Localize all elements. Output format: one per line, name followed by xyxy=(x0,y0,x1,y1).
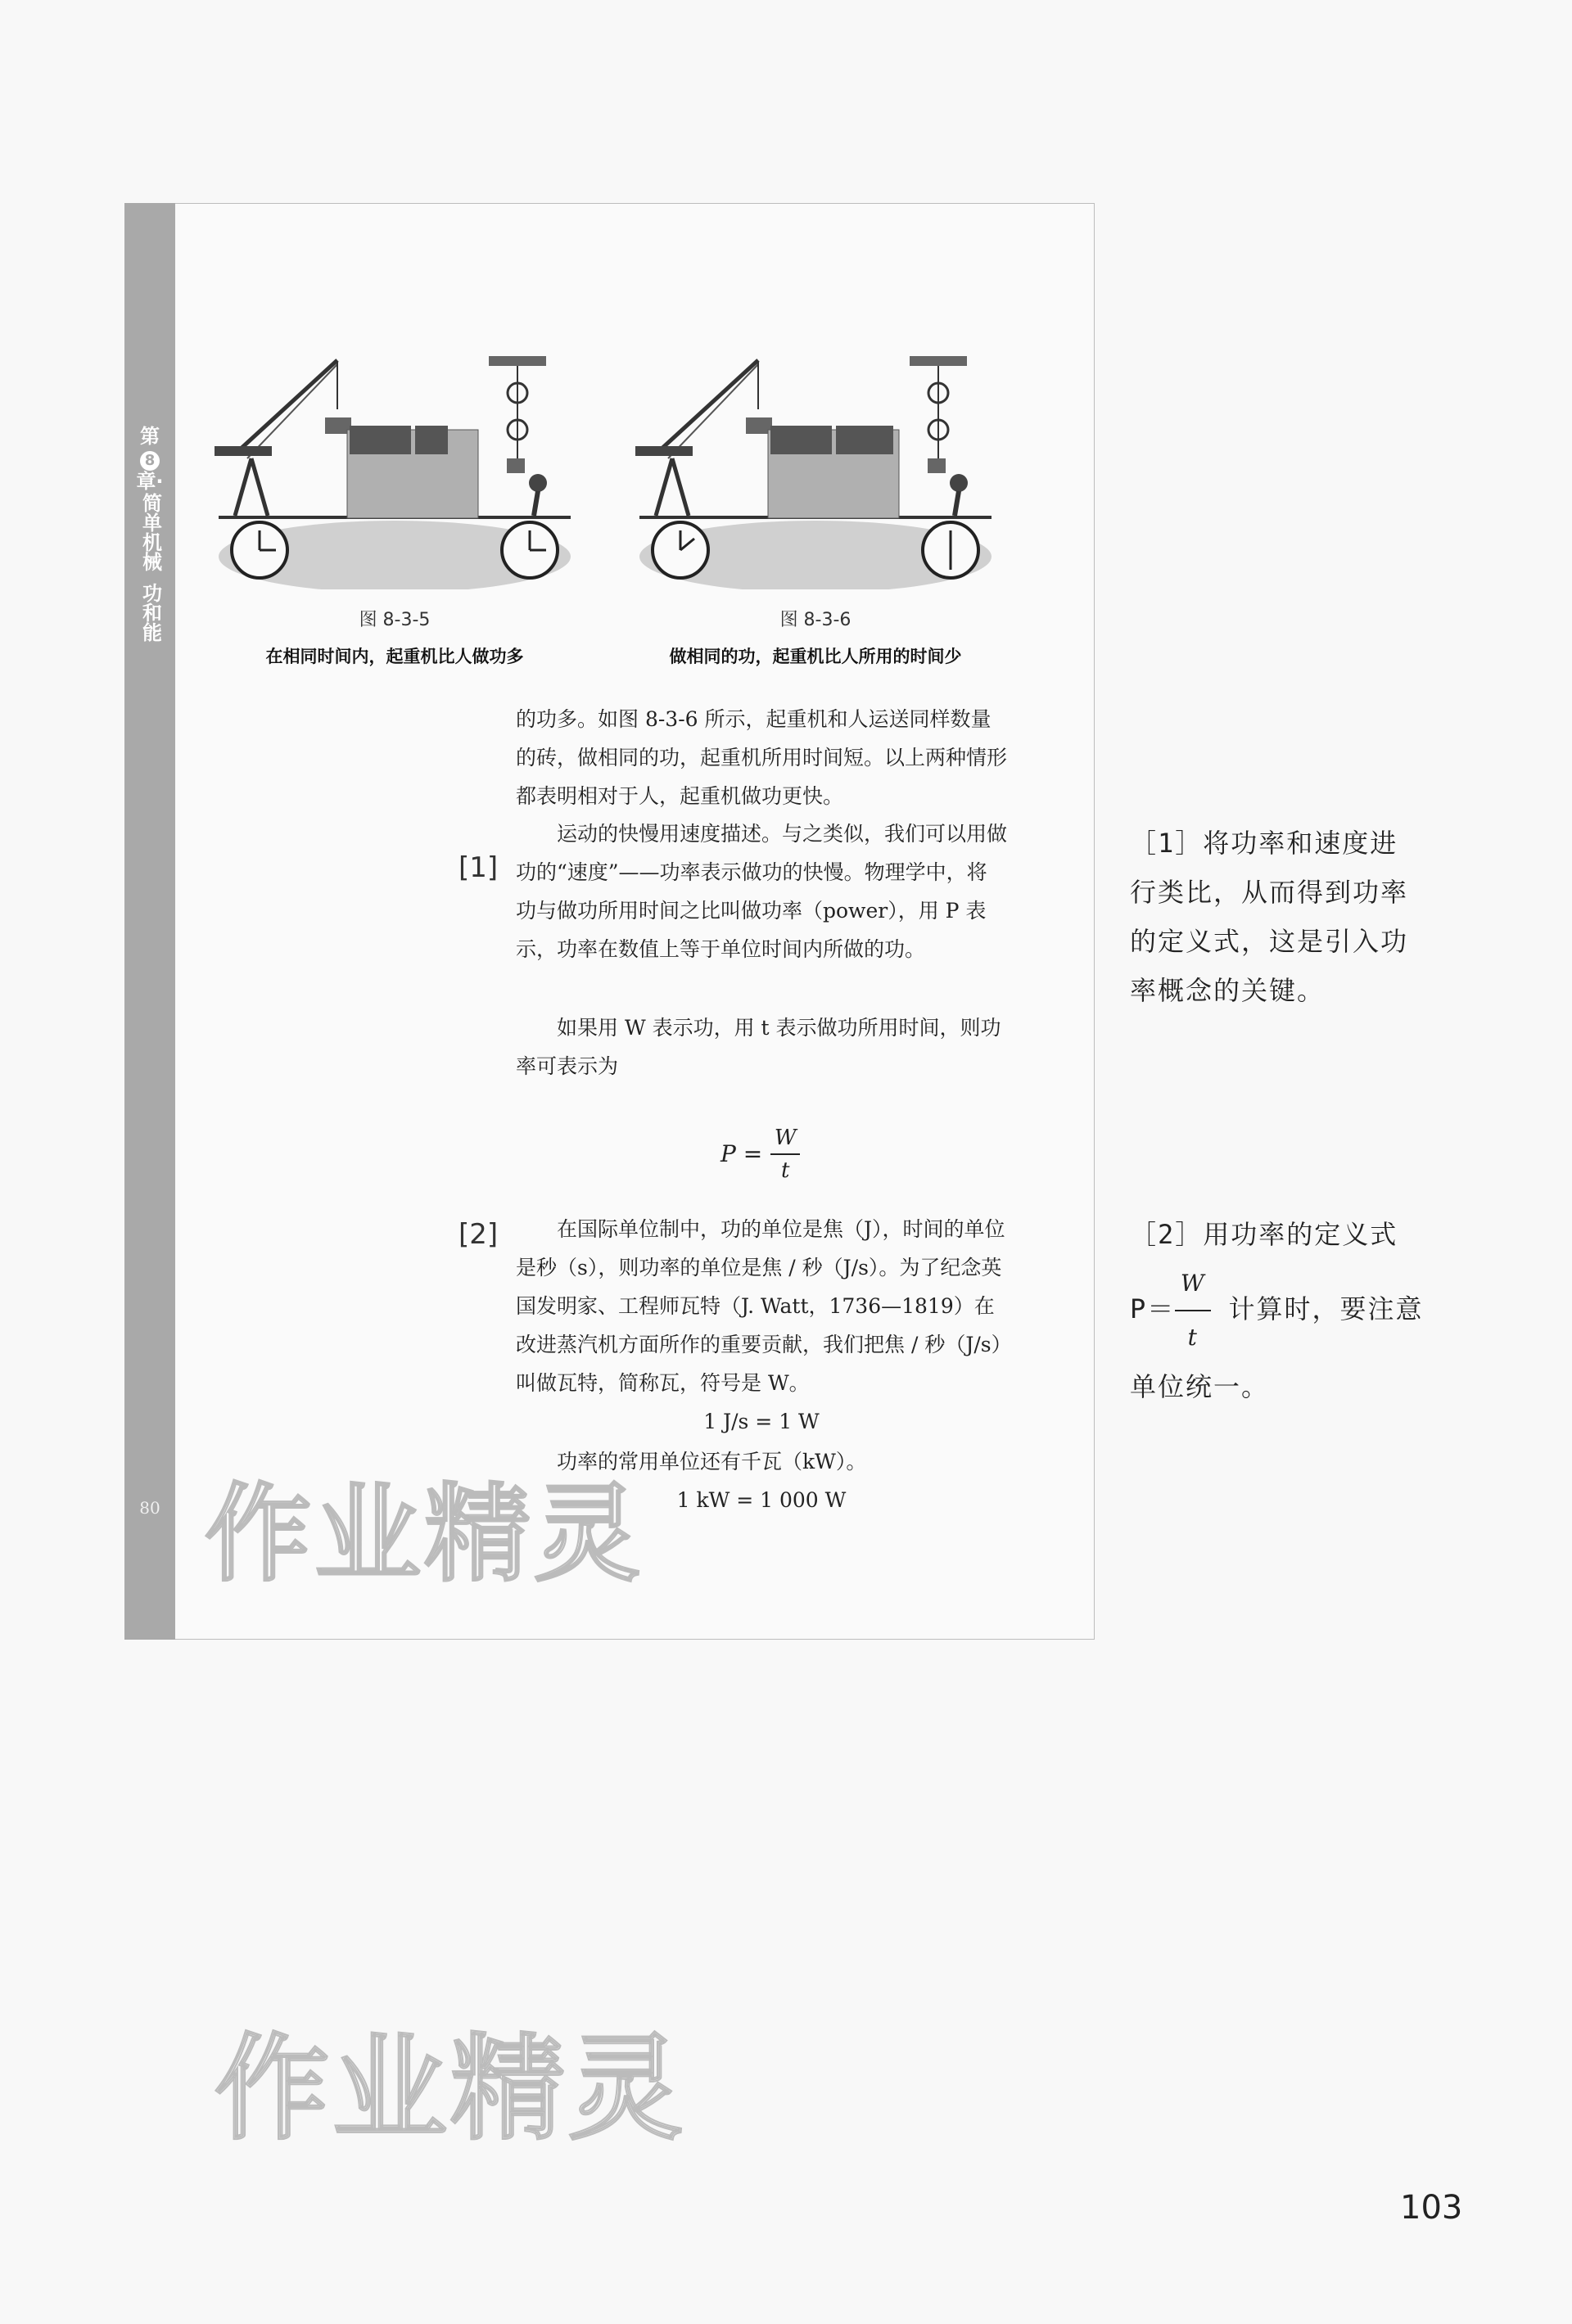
chapter-side-strip xyxy=(124,203,175,1640)
chapter-suffix: 章· xyxy=(136,470,164,493)
figure-2-caption: 做相同的功，起重机比人所用的时间少 xyxy=(669,647,962,666)
paragraph-2: 运动的快慢用速度描述。与之类似，我们可以用做功的“速度”——功率表示做功的快慢。物理学中，将功与做功所用时间之比叫做功率（power），用 P 表示，功率在数值上等于单位时间内所做的功。 xyxy=(516,822,1008,961)
paragraph-1: 的功多。如图 8-3-6 所示，起重机和人运送同样数量的砖，做相同的功，起重机所用时间短。以上两种情形都表明相对于人，起重机做功更快。 xyxy=(516,707,1008,808)
formula-numerator: W xyxy=(774,1126,797,1150)
crane-vs-person-illustration-2 xyxy=(635,352,996,589)
watermark-1: 作业精灵 xyxy=(205,1472,644,1596)
formula-lhs: P = xyxy=(720,1140,763,1168)
note-2-text-start: ［2］用功率的定义式 P＝ xyxy=(1130,1219,1398,1324)
margin-note-2 xyxy=(1130,1210,1425,1411)
note-2-denominator: t xyxy=(1187,1324,1199,1351)
inner-page-number: 80 xyxy=(139,1498,160,1518)
power-formula xyxy=(720,1126,800,1183)
margin-note-1: ［1］将功率和速度进行类比，从而得到功率的定义式，这是引入功率概念的关键。 xyxy=(1130,828,1409,1006)
chapter-side-label xyxy=(131,426,169,642)
paragraph-3: 如果用 W 表示功，用 t 表示做功所用时间，则功率可表示为 xyxy=(516,1016,1001,1078)
figure-1-number: 图 8-3-5 xyxy=(359,610,431,630)
chapter-title: 简单机械 xyxy=(138,493,162,571)
marker-1: [1] xyxy=(458,851,499,884)
note-2-fraction xyxy=(1175,1259,1211,1362)
formula-denominator: t xyxy=(780,1157,790,1183)
formula-fraction xyxy=(770,1126,800,1183)
section-title: 功和能 xyxy=(138,583,162,642)
equation-kw: 1 kW = 1 000 W xyxy=(676,1488,847,1512)
figure-1-caption: 在相同时间内，起重机比人做功多 xyxy=(265,647,524,666)
paragraph-5: 功率的常用单位还有千瓦（kW）。 xyxy=(557,1450,867,1473)
crane-vs-person-illustration-1 xyxy=(215,352,575,589)
watermark-2: 作业精灵 xyxy=(215,2023,687,2156)
equation-j-per-s: 1 J/s = 1 W xyxy=(703,1410,820,1433)
marker-2: [2] xyxy=(458,1218,499,1251)
note-2-text-end: 计算时，要注意单位统一。 xyxy=(1130,1293,1424,1402)
figure-2-number: 图 8-3-6 xyxy=(779,610,852,630)
chapter-prefix: 第 xyxy=(140,425,160,448)
page-number: 103 xyxy=(1400,2189,1463,2227)
chapter-number: 8 xyxy=(140,451,160,471)
note-2-numerator: W xyxy=(1180,1270,1206,1297)
paragraph-4: 在国际单位制中，功的单位是焦（J），时间的单位是秒（s），则功率的单位是焦 / 秒（J/s）。为了纪念英国发明家、工程师瓦特（J. Watt，1736—1819）在改进蒸汽机方面所作的重要贡献，我们把焦 / 秒（J/s）叫做瓦特，简称瓦，符号是 W。 xyxy=(516,1217,1005,1395)
